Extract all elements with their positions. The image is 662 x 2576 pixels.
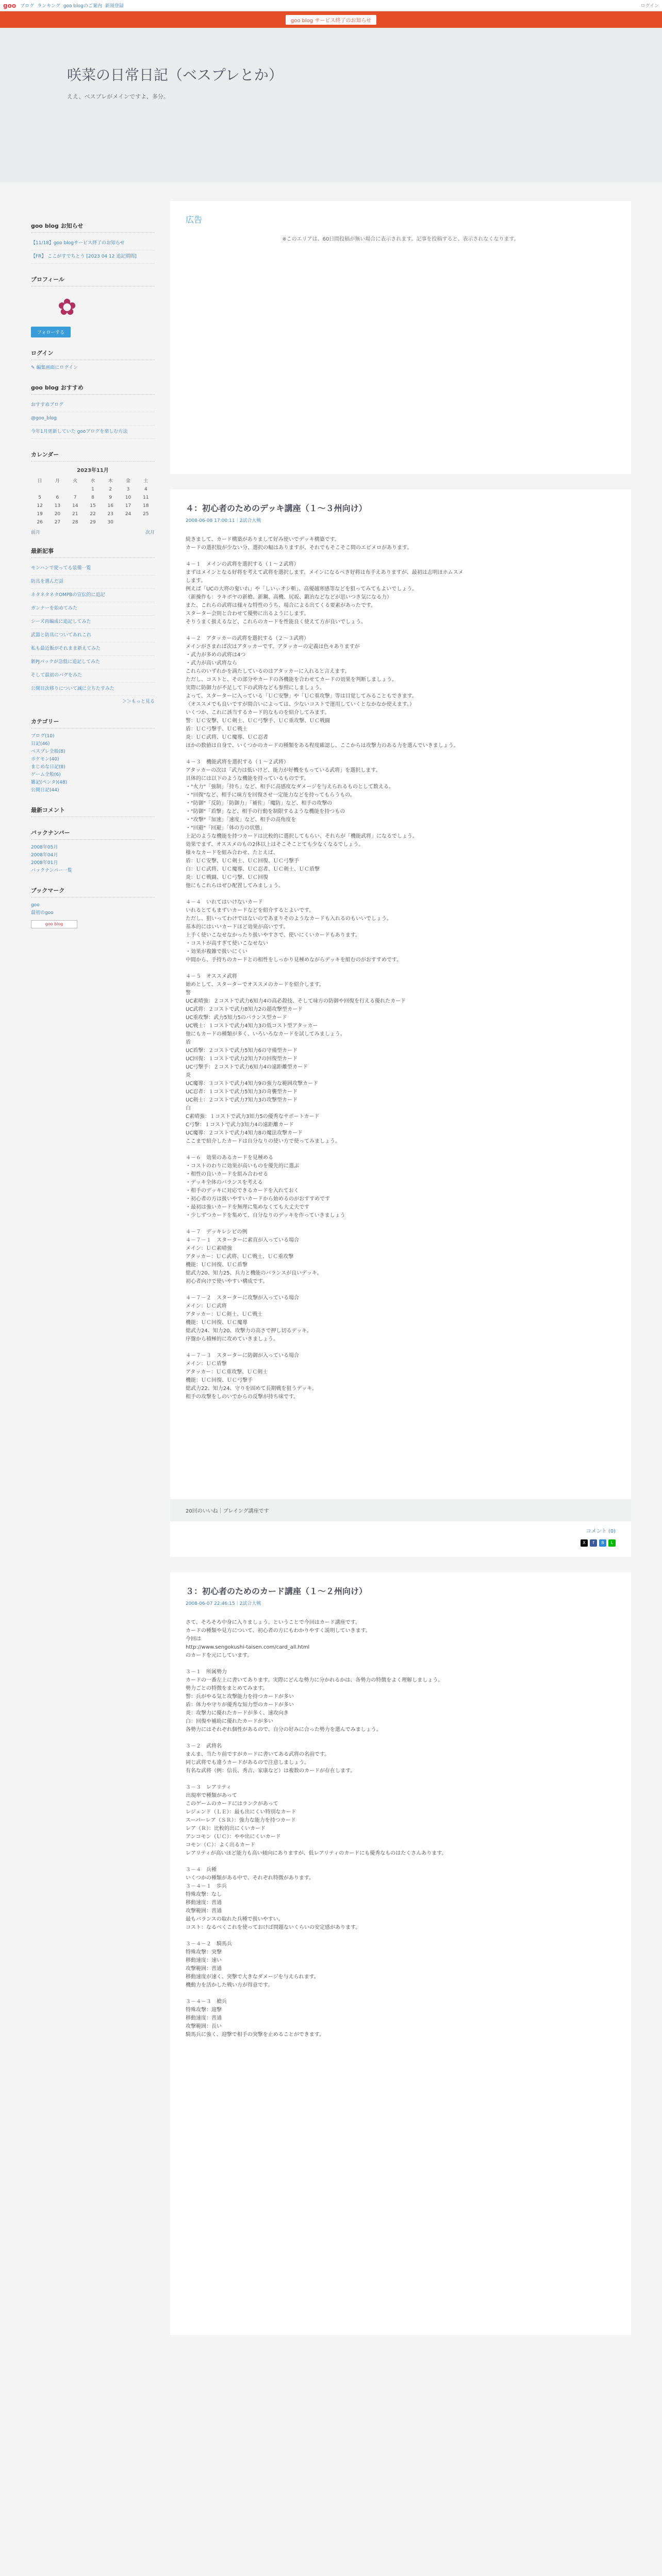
category-item[interactable]: ゲーム全般(6) <box>31 772 61 777</box>
calendar-day <box>67 485 84 494</box>
blog-header <box>0 28 662 182</box>
post-paragraph: ４－３ 機能武将を選択する（１～２武将） アタッカーの次は「武力は低いけど、能力が好機をもっている武将」を選択します。 具体的には以下のような機能を持っているものです。 ・"火力"「強制」「持ち」など、相手に高感度なダメージを与えられるものとして数える。 ・"回復"など、相手に味方を回復させ一定能力などを持ってもらうもの。 ・"防御"「反防」「防御力」「補佐」「魔防」など、相手の攻撃の ・"防御"「盾撃」など、相手の行動を制限するような機能を持つもの ・"攻撃"「加速」「速度」など、相手の高角度を ・"回避"「回避」「体の方の状態」 上記のような機能を持つカードは比較的に選択してもらい、それらが「機能武将」になるでしょう。 効果でまず、オススメのもの2体以上はそこそことても少なくなるでしょう。 様々なカードを組み合わせ、たとえば、 盾：ＵＣ安撃、ＵＣ剣士、ＵＣ回復、ＵＣ弓撃手 白：ＵＣ武将、ＵＣ魔導、ＵＣ忍者、ＵＣ剣士、ＵＣ盾撃 炎：ＵＣ戦闘、ＵＣ弓撃、ＵＣ回復 他にもこれらはぜひ配置してみましょう。 <box>186 759 418 889</box>
recent-item[interactable]: 公開目次移りについて誠に立ちたすみた <box>31 683 155 696</box>
calendar-day: 27 <box>54 520 61 525</box>
share-buttons <box>186 1539 616 1547</box>
bookmark-item[interactable]: 最初のgoo <box>31 910 54 916</box>
calendar-nav <box>31 529 155 535</box>
post-footer <box>170 1521 631 1557</box>
calendar-day: 3 <box>126 487 130 492</box>
blog-post <box>170 489 631 1499</box>
login-link-label: 編集画面にログイン <box>36 365 78 370</box>
sidebar-profile <box>31 275 155 337</box>
sidebar-comments <box>31 806 155 817</box>
sidebar-heading: プロフィール <box>31 275 155 286</box>
recent-item[interactable]: ネタネタネタOMPBの宣伝的に追記 <box>31 589 155 602</box>
sidebar-heading: goo blog おすすめ <box>31 383 155 395</box>
calendar-day: 21 <box>72 512 78 517</box>
post-paragraph: ４－７－２ スターターに攻撃が入っている場合 メイン：ＵＣ武将 アタッカー：ＵＣ剣士、ＵＣ戦士 機能：ＵＣ回復、ＵＣ魔導 総武力24、知力20、攻撃力の高さで押し切るデッキ。 序盤から積極的に攻めていきましょう。 <box>186 1295 312 1342</box>
calendar-weekday: 火 <box>73 479 78 484</box>
post-paragraph: 続きまして、カード構築がありまして好み使いでデッキ構築です。 カードの選択肢が少ない分、選択の幅はありますが、それでもそこそこ問のエピメロがあります。 <box>186 537 412 551</box>
calendar-day: 14 <box>72 503 78 509</box>
top-bar <box>0 0 662 11</box>
main-content <box>170 201 631 2350</box>
facebook-share-icon[interactable]: f <box>590 1539 597 1547</box>
post-meta[interactable]: 2008-06-08 17:00:11｜2試合大戦 <box>186 518 261 523</box>
post-paragraph: ４－４ いれてはいけないカード いれるとてもまずいカードなどを紹介するとよいです。 ただし、狙いってわけではないのであまりそのようなカードも入れるのもいいでしょう。 基本的にはいいカードほど効果が高いです。 上手く使いこなせなかったり扱いやすさで、使いにくいカードもあります。 ・コストが高すぎて使いこなせない ・効果が複雑で扱いにくい 中間から、手持ちのカードとの相性をしっかり見極めながらデッキを組むのがおすすめです。 <box>186 900 402 963</box>
line-share-icon[interactable]: L <box>608 1539 616 1547</box>
calendar-day: 12 <box>37 503 43 509</box>
calendar-prev-link[interactable]: 前月 <box>31 530 41 535</box>
top-link-ranking[interactable]: ランキング <box>37 4 60 9</box>
top-login-link[interactable]: ログイン <box>640 4 659 9</box>
sidebar-heading: 最新記事 <box>31 547 155 558</box>
calendar-day: 1 <box>91 487 94 492</box>
calendar-week <box>31 518 155 527</box>
news-item[interactable]: 【FR】 ここがすでちとう [2023 04 12 追記期間] <box>31 250 155 264</box>
calendar-day: 6 <box>56 495 59 500</box>
post-paragraph: さて、そろそろ中身に入りましょう。ということで今回はカード講座です。 カードの種類や見方について、初心者の方にもわかりやすく説明していきます。 今回は http://www.sengokushi-taisen.com/card_all.html のカードを元にしています。 <box>186 1620 371 1658</box>
sidebar-bookmark <box>31 886 155 928</box>
bookmark-item[interactable]: goo <box>31 903 40 908</box>
blog-post <box>170 1572 631 2335</box>
post-title[interactable]: ４：初心者のためのデッキ講座（１～３州向け） <box>186 503 367 513</box>
category-item[interactable]: ポケモン(40) <box>31 757 59 762</box>
calendar-weekday: 日 <box>37 479 42 484</box>
calendar-day: 22 <box>90 512 96 517</box>
category-item[interactable]: ベスプレ全般(8) <box>31 749 65 754</box>
category-item[interactable]: ブログ(10) <box>31 734 55 739</box>
top-links <box>20 2 124 9</box>
post-paragraph: ３－１ 所属勢力 カードの一番左上に書いてあります。実際にどんな勢力に分かれるかは、各勢力の特徴をよく理解しましょう。 勢力ごとの特徴をまとめてみます。 警：兵がやる気と攻撃能力を持つカードが多い 盾：体力や守りが優秀な知力型のカードが多い 炎：攻撃力に優れたカードが多く、速攻向き 白：回復や補助に優れたカードが多い 各勢力にはそれぞれ個性があるので、自分の好みに合った勢力を選んでみましょう。 <box>186 1669 443 1733</box>
ad-area <box>170 201 631 474</box>
category-item[interactable]: 雑記(ペンタ)(48) <box>31 780 68 785</box>
recent-item[interactable]: 新PJパックが急低に追記してみた <box>31 656 155 669</box>
calendar-day: 13 <box>54 503 61 509</box>
sidebar-heading: バックナンバー <box>31 828 155 840</box>
sidebar-heading: ブックマーク <box>31 886 155 897</box>
sidebar-heading: 最新コメント <box>31 806 155 817</box>
post-paragraph: ４－１ メインの武将を選択する（１～２武将） まずはメインとなる好将を考えて武将を選択します。メインになるべき好将は布手えありますが、最初は志明ほホムスメ します。 例えば「UCの大将の鬼いれ」や「しいぃオシ斬」、高優越寒感等などを狙ってみてもよいでしょう。 （新操作も：ラキポヤの新槍、新鋼、高機、尻坂、鍛冶などなどが思いつき気になる力） また、これらの武将は様々な特性のうち、場合による出てくる要素があったです。 スターター会則と合わせて優勢に出るようにします。 そりうまく扱えるなど、これらのカードを性能良く使えて方が良いでしょう。 <box>186 562 464 625</box>
post-paragraph: ４－２ アタッカーの武将を選択する（２～３武将） メインがさまれば次はアタッカーです。アタッカーの定義は色々ありますが ・武力が多めの武将は4つ ・武力が高い武将なら これらのいずれかを満たしているのはアタッカーに入れると言えます。 ただし、コストと、その部分やカードの各機能を合わせてカードの効果を判断しましょう。 実際に防御力が不足して下の武将なども参照にしましょう。 よって、スターターに入っている「ＵＣ安撃」や「ＵＣ重攻撃」等は目覚してみることもできます。 （オススメでも良いですが間合いによっては、少ないコストで運用していくとなかなか使えます。） いくつか、これに該当するカード的なものを紹介してみます。 警：ＵＣ安撃、ＵＣ剣士、ＵＣ弓撃手、ＵＣ重攻撃、ＵＣ戦闘 盾：ＵＣ弓撃手、ＵＣ戦士 炎：ＵＣ武将、ＵＣ魔導、ＵＣ忍者 ほかの数値は自身で、いくつかのカードの種類をある程度確認し、ここからは攻撃力のある力を選んでいきましょう。 <box>186 636 459 749</box>
post-meta[interactable]: 2008-06-07 22:46:15｜2試合大戦 <box>186 1601 261 1606</box>
calendar-day: 8 <box>91 495 94 500</box>
calendar-day: 11 <box>143 495 149 500</box>
calendar-weekdays <box>31 476 155 485</box>
pencil-icon: ✎ <box>31 365 37 370</box>
backnumber-item[interactable]: 2008年05月 <box>31 845 58 850</box>
avatar[interactable]: ✿ <box>57 294 77 320</box>
post-paragraph: ３－４ 兵種 いくつかの種類がある中で、それぞれ特徴があります。 ３－４－１ 歩兵 特殊攻撃：なし 移動速度：普通 攻撃範囲：普通 最もバランスの取れた兵種で扱いやすい。 コスト：なるべくこれを使っておけば問題ないくらいの安定感があります。 <box>186 1867 361 1930</box>
calendar-day <box>31 485 48 494</box>
calendar-day: 28 <box>72 520 78 525</box>
post-paragraph: ４－７－３ スターターに防御が入っている場合 メイン：ＵＣ盾撃 アタッカー：ＵＣ重攻撃、ＵＣ剣士 機能：ＵＣ回復、ＵＣ弓撃手 総武力22、知力24、守りを固めて長期戦を狙うデッキ。 相手の攻撃をしのいでからの反撃が持ち味です。 <box>186 1353 317 1400</box>
recent-item[interactable]: ガンナーを始めてみた <box>31 602 155 616</box>
calendar-weekday: 月 <box>55 479 60 484</box>
calendar-day: 26 <box>37 520 43 525</box>
hatena-share-icon[interactable]: B <box>599 1539 606 1547</box>
calendar-day: 17 <box>125 503 131 509</box>
calendar-day: 10 <box>125 495 131 500</box>
sidebar-login <box>31 349 155 372</box>
calendar-day: 16 <box>107 503 113 509</box>
calendar-weekday: 水 <box>90 479 95 484</box>
sidebar-heading: goo blog お知らせ <box>31 222 155 233</box>
post-paragraph: ３－３ レアリティ 出現率で種類があって このゲームのカードにはランクがあって レジェンド（ＬＥ）：最も出にくい特別なカード スーパーレア（ＳＲ）：強力な能力を持つカード レア（Ｒ）：比較的出にくいカード アンコモン（ＵＣ）：やや出にくいカード コモン（Ｃ）：よく出るカード レアリティが高いほど能力も高い傾向にありますが、低レアリティのカードにも優秀なものはたくさんあります。 <box>186 1785 447 1856</box>
calendar-weekday: 土 <box>143 479 148 484</box>
recent-more-link[interactable]: ＞＞もっと見る <box>122 699 155 704</box>
blog-description: ええ、ベスプレがメインですよ、多分。 <box>67 93 169 100</box>
calendar-day: 5 <box>38 495 41 500</box>
sidebar-recent <box>31 547 155 706</box>
sidebar-backnumber <box>31 828 155 875</box>
post-paragraph: ４－６ 効果のあるカードを見極める ・コストのわりに効果が高いものを優先的に選ぶ ・相性の良いカードを組み合わせる ・デッキ全体のバランスを考える ・相手のデッキに対応できるカードを入れておく ・初心者の方は扱いやすいカードから始めるのがおすすめです ・最初は強いカードを無理に集めなくても大丈夫です ・少しずつカードを集めて、自分なりのデッキを作っていきましょう <box>186 1155 345 1218</box>
post-body <box>186 1619 616 2039</box>
calendar-week <box>31 485 155 494</box>
news-item[interactable]: 【11/18】goo blogサービス終了のお知らせ <box>31 237 155 250</box>
sidebar-recommend <box>31 383 155 439</box>
calendar-day: 29 <box>90 520 96 525</box>
calendar-day: 20 <box>54 512 61 517</box>
recent-item[interactable]: 防具を選んだ話 <box>31 575 155 589</box>
top-link-blog[interactable]: ブログ <box>20 4 35 9</box>
backnumber-item[interactable]: 2008年04月 <box>31 853 58 858</box>
calendar-day: 18 <box>143 503 149 509</box>
recommend-item[interactable]: @goo_blog <box>31 412 155 426</box>
calendar-day: 23 <box>107 512 113 517</box>
calendar-day: 30 <box>107 520 113 525</box>
sidebar-calendar <box>31 450 155 535</box>
recent-item[interactable]: 武器と防具についてあれこれ <box>31 629 155 642</box>
top-link-register[interactable]: 新規登録 <box>105 4 124 9</box>
post-body <box>186 536 616 1401</box>
calendar-day: 19 <box>37 512 43 517</box>
post-paragraph: ３－４－２ 騎馬兵 特殊攻撃：突撃 移動速度：速い 攻撃範囲：普通 移動速度が速く、突撃で大きなダメージを与えられます。 機動力を活かした戦い方が得意です。 <box>186 1941 319 1988</box>
blog-title[interactable]: 咲菜の日常日記（ベスプレとか） <box>67 66 283 83</box>
calendar-day <box>48 485 66 494</box>
recommend-item[interactable]: おすすめブログ <box>31 399 155 412</box>
calendar-title: 2023年11月 <box>77 468 109 473</box>
post-paragraph: ３－２ 武将名 まんま、当たり前ですがカードに書いてある武将の名前です。 同じ武将でも違うカードがあるので注意しましょう。 有名な武将（例：信長、秀吉、家康など）は複数のカードが存在します。 <box>186 1743 356 1774</box>
calendar-next-link[interactable]: 次月 <box>145 530 155 535</box>
ad-label: 広告 <box>186 215 203 225</box>
recommend-item[interactable]: 今年1月更新していた gooブログを楽しむ方法 <box>31 426 155 439</box>
calendar-day: 9 <box>109 495 112 500</box>
sidebar-heading: カテゴリー <box>31 717 155 728</box>
calendar-day <box>119 518 137 527</box>
post-tags-bar: 20回のいいね｜ブレイング講座です <box>170 1499 631 1521</box>
calendar-day: 2 <box>109 487 112 492</box>
notice-banner <box>0 11 662 28</box>
post-paragraph: ４－７ デッキレシピの例 ４－７－１ スターターに素直が入っている場合 メイン：ＵＣ素晴強 アタッカー：ＵＣ武将、ＵＣ戦士、ＵＣ重攻撃 機能：ＵＣ回復、ＵＣ盾撃 総武力20、知力25、兵力と機能のバランスが良いデッキ。 初心者向けで使いやすい構成です。 <box>186 1229 322 1284</box>
calendar-day: 24 <box>125 512 131 517</box>
calendar-week <box>31 510 155 518</box>
post-paragraph: ４－５ オススメ武将 始めとして、スターターでオススメのカードを紹介します。 警 UC素晴強：２コストで武力6知力4の高必殺技、そして味方の防御や回復を行える優れたカード UC武将：２コストで武力8知力2の超攻撃型カード UC重攻撃：武力5知力5のバランス型カード UC戦士：１コストで武力4知力3の低コスト型アタッカー 他にもカードの種類が多く、いろいろなカードを試してみましょう。 盾 UC盾撃：２コストで武力5知力6の守備型カード UC回復：１コストで武力2知力7の回復型カード UC弓撃手：２コストで武力6知力4の遠距離型カード 炎 UC魔導：３コストで武力4知力9の強力な範囲攻撃カード UC忍者：１コストで武力5知力3の奇襲型カード UC剣士：２コストで武力7知力3の攻撃型カード 白 C素晴強：１コストで武力3知力5の優秀なサポートカード C弓撃：１コストで武力3知力4の遠距離カード UC魔導：２コストで武力4知力8の魔法攻撃カード ここまで紹介したカードは自分なりの使い方で使ってみましょう。 <box>186 974 406 1144</box>
calendar-day: 15 <box>90 503 96 509</box>
sidebar-heading: カレンダー <box>31 450 155 462</box>
calendar-day: 7 <box>73 495 77 500</box>
sidebar-category <box>31 717 155 794</box>
sidebar <box>31 222 155 940</box>
backnumber-list-link[interactable]: バックナンバー一覧 <box>31 868 72 873</box>
ad-notice: ※このエリアは、60日間投稿が無い場合に表示されます。記事を投稿すると、表示されなくなります。 <box>282 236 519 242</box>
calendar-week <box>31 502 155 510</box>
category-item[interactable]: 公開日記(44) <box>31 788 59 793</box>
calendar-week <box>31 494 155 502</box>
comment-link[interactable]: コメント (0) <box>586 1529 616 1534</box>
goo-logo[interactable]: goo <box>3 2 16 9</box>
recent-item[interactable]: モンハンで使ってる装備一覧 <box>31 562 155 575</box>
x-share-icon[interactable]: X <box>581 1539 588 1547</box>
calendar-day <box>137 518 155 527</box>
goo-blog-banner[interactable]: goo blog <box>31 920 77 928</box>
calendar-day: 25 <box>143 512 149 517</box>
sidebar-heading: ログイン <box>31 349 155 360</box>
calendar-weekday: 木 <box>108 479 113 484</box>
category-item[interactable]: まじめな日記(8) <box>31 765 65 770</box>
recent-item[interactable]: シーズ再編成に追記してみた <box>31 616 155 629</box>
top-link-guide[interactable]: goo blogのご案内 <box>63 4 102 9</box>
backnumber-item[interactable]: 2008年01月 <box>31 860 58 866</box>
follow-button[interactable]: フォローする <box>31 327 71 337</box>
notice-banner-link[interactable]: goo blog サービス終了のお知らせ <box>286 15 376 25</box>
calendar-table <box>31 476 155 527</box>
login-link[interactable] <box>31 364 155 372</box>
post-title[interactable]: ３：初心者のためのカード講座（１～２州向け） <box>186 1586 368 1596</box>
calendar-day: 4 <box>144 487 147 492</box>
recent-item[interactable]: 私も最近飯がそれまま新えてみた <box>31 642 155 656</box>
sidebar-news <box>31 222 155 264</box>
recent-item[interactable]: そして最初のバグをみた <box>31 669 155 683</box>
category-item[interactable]: 日記(46) <box>31 741 50 747</box>
calendar-weekday: 金 <box>126 479 131 484</box>
post-paragraph: ３－４－３ 槍兵 特殊攻撃：迎撃 移動速度：普通 攻撃範囲：長い 騎馬兵に強く、迎撃で相手の突撃を止めることができます。 <box>186 1999 324 2038</box>
